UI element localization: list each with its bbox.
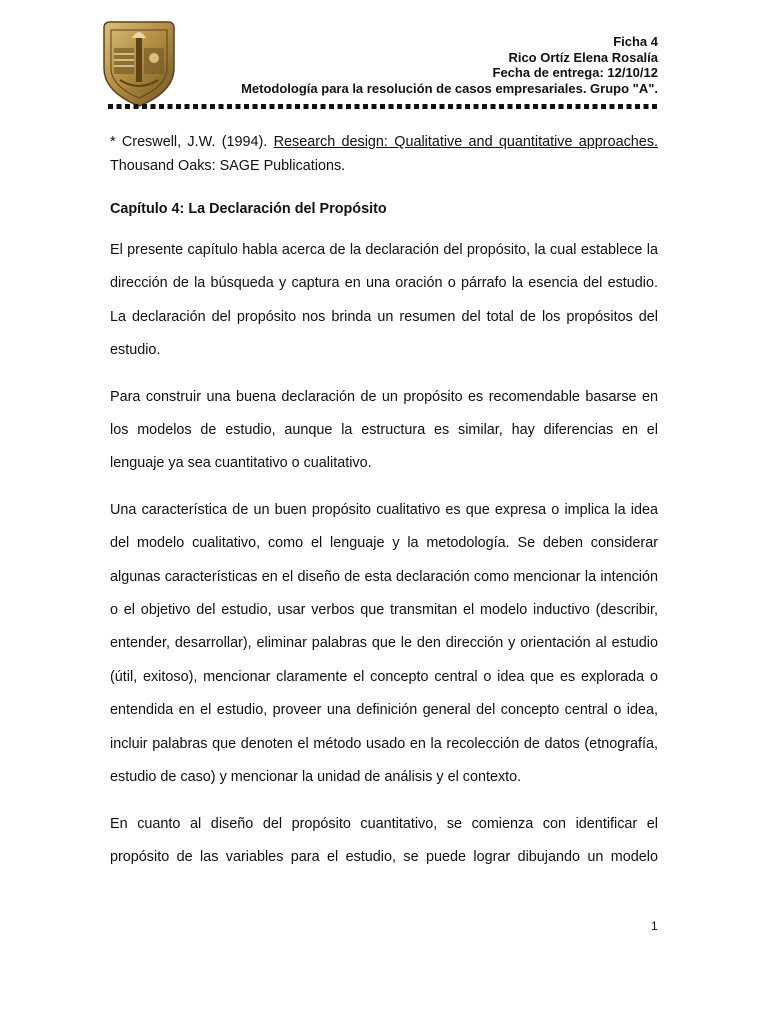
- reference-suffix: Thousand Oaks: SAGE Publications.: [110, 158, 346, 174]
- document-body: [110, 130, 658, 874]
- bibliographic-reference: [110, 130, 658, 178]
- header-date: Fecha de entrega: 12/10/12: [492, 65, 658, 80]
- header-author: Rico Ortíz Elena Rosalía: [508, 49, 658, 65]
- header-course: Metodología para la resolución de casos empresariales. Grupo "A".: [241, 80, 658, 96]
- paragraph-1: El presente capítulo habla acerca de la declaración del propósito, la cual establece la dirección de la búsqueda y captura en una oración o párrafo la esencia del estudio. La declaración del propósito nos brinda un resumen del total de los propósitos del estudio.: [110, 242, 658, 359]
- document-header: [241, 34, 658, 96]
- paragraph-2: Para construir una buena declaración de un propósito es recomendable basarse en los modelos de estudio, aunque la estructura es similar, hay diferencias en el lenguaje ya sea cuantitativo o cualitativo.: [110, 388, 658, 472]
- page-number: 1: [651, 919, 658, 933]
- chapter-title: Capítulo 4: La Declaración del Propósito: [110, 201, 387, 217]
- university-crest-icon: [98, 18, 180, 108]
- header-ficha: Ficha 4: [613, 34, 658, 49]
- dashed-divider: [108, 104, 658, 109]
- reference-title: Research design: Qualitative and quantitative approaches.: [273, 134, 659, 150]
- paragraph-3: Una característica de un buen propósito cualitativo es que expresa o implica la idea del modelo cualitativo, como el lenguaje y la metodología. Se deben considerar algunas características en el diseño de esta declaración como mencionar la intención o el objetivo del estudio, usar verbos que transmitan el modelo inductivo (describir, entender, desarrollar), eliminar palabras que le den dirección y orientación al estudio (útil, exitoso), mencionar claramente el concepto central o idea que es explorada o entendida en el estudio, proveer una definición general del concepto central o idea, incluir palabras que denoten el método usado en la recolección de datos (etnografía, estudio de caso) y mencionar la unidad de análisis y el contexto.: [110, 501, 658, 786]
- paragraph-4: En cuanto al diseño del propósito cuantitativo, se comienza con identificar el propósito de las variables para el estudio, se puede lograr dibujando un modelo: [110, 815, 658, 865]
- reference-prefix: * Creswell, J.W. (1994).: [110, 134, 274, 150]
